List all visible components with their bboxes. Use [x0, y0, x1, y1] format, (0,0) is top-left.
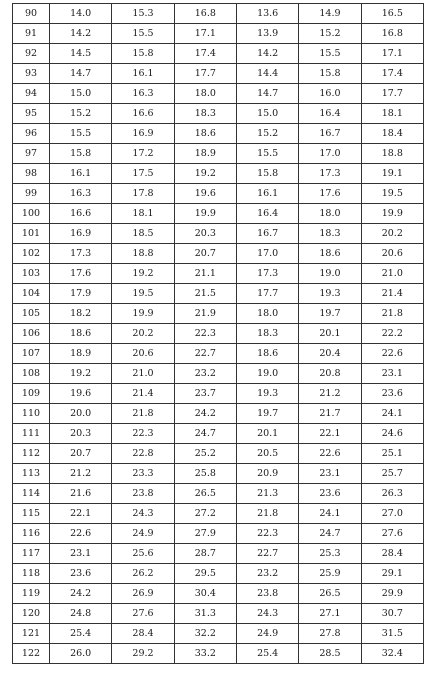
table-cell: 18.0 [299, 204, 361, 224]
table-cell: 23.2 [174, 364, 236, 384]
table-cell: 18.6 [50, 324, 112, 344]
table-cell: 21.4 [112, 384, 174, 404]
table-cell: 19.2 [174, 164, 236, 184]
table-cell: 19.0 [299, 264, 361, 284]
table-row [13, 544, 424, 564]
table-cell: 15.8 [50, 144, 112, 164]
table-row [13, 504, 424, 524]
table-cell: 17.4 [361, 64, 423, 84]
row-label-cell: 94 [13, 84, 50, 104]
table-cell: 16.9 [112, 124, 174, 144]
row-label-cell: 117 [13, 544, 50, 564]
table-cell: 17.1 [174, 24, 236, 44]
table-cell: 18.0 [174, 84, 236, 104]
table-cell: 17.4 [174, 44, 236, 64]
table-cell: 21.1 [174, 264, 236, 284]
table-cell: 14.2 [236, 44, 298, 64]
table-row [13, 24, 424, 44]
row-label-cell: 115 [13, 504, 50, 524]
table-cell: 18.9 [50, 344, 112, 364]
table-cell: 17.1 [361, 44, 423, 64]
table-cell: 25.4 [236, 644, 298, 664]
table-cell: 20.4 [299, 344, 361, 364]
table-cell: 16.3 [112, 84, 174, 104]
row-label-cell: 114 [13, 484, 50, 504]
table-cell: 21.9 [174, 304, 236, 324]
table-cell: 14.0 [50, 4, 112, 24]
table-cell: 24.3 [236, 604, 298, 624]
row-label-cell: 121 [13, 624, 50, 644]
table-cell: 22.6 [50, 524, 112, 544]
table-cell: 26.3 [361, 484, 423, 504]
row-label-cell: 106 [13, 324, 50, 344]
table-cell: 21.2 [299, 384, 361, 404]
table-cell: 17.2 [112, 144, 174, 164]
row-label-cell: 101 [13, 224, 50, 244]
table-cell: 19.5 [112, 284, 174, 304]
table-cell: 14.7 [236, 84, 298, 104]
table-cell: 18.6 [299, 244, 361, 264]
table-cell: 18.9 [174, 144, 236, 164]
table-cell: 23.1 [361, 364, 423, 384]
table-cell: 16.6 [112, 104, 174, 124]
table-cell: 20.2 [112, 324, 174, 344]
table-cell: 20.1 [299, 324, 361, 344]
table-cell: 18.0 [236, 304, 298, 324]
row-label-cell: 104 [13, 284, 50, 304]
table-cell: 22.6 [299, 444, 361, 464]
table-cell: 21.8 [112, 404, 174, 424]
table-cell: 22.1 [50, 504, 112, 524]
table-cell: 15.2 [50, 104, 112, 124]
table-row [13, 624, 424, 644]
table-row [13, 564, 424, 584]
table-row [13, 364, 424, 384]
table-cell: 17.6 [50, 264, 112, 284]
table-cell: 24.6 [361, 424, 423, 444]
table-row [13, 424, 424, 444]
table-cell: 20.0 [50, 404, 112, 424]
table-cell: 18.2 [50, 304, 112, 324]
table-row [13, 344, 424, 364]
table-cell: 25.7 [361, 464, 423, 484]
table-cell: 19.0 [236, 364, 298, 384]
table-cell: 24.1 [361, 404, 423, 424]
table-cell: 18.4 [361, 124, 423, 144]
row-label-cell: 90 [13, 4, 50, 24]
table-row [13, 484, 424, 504]
table-row [13, 304, 424, 324]
table-cell: 27.1 [299, 604, 361, 624]
table-cell: 21.5 [174, 284, 236, 304]
table-cell: 23.1 [299, 464, 361, 484]
table-cell: 19.3 [236, 384, 298, 404]
table-cell: 22.6 [361, 344, 423, 364]
table-cell: 18.1 [361, 104, 423, 124]
table-cell: 25.6 [112, 544, 174, 564]
table-cell: 27.9 [174, 524, 236, 544]
table-cell: 16.1 [112, 64, 174, 84]
table-cell: 23.6 [50, 564, 112, 584]
table-cell: 15.8 [112, 44, 174, 64]
table-cell: 22.7 [236, 544, 298, 564]
table-row [13, 384, 424, 404]
table-cell: 22.1 [299, 424, 361, 444]
table-cell: 15.0 [236, 104, 298, 124]
row-label-cell: 93 [13, 64, 50, 84]
table-cell: 17.5 [112, 164, 174, 184]
row-label-cell: 92 [13, 44, 50, 64]
table-cell: 28.7 [174, 544, 236, 564]
row-label-cell: 109 [13, 384, 50, 404]
table-cell: 27.8 [299, 624, 361, 644]
table-cell: 21.4 [361, 284, 423, 304]
table-cell: 19.9 [361, 204, 423, 224]
table-row [13, 444, 424, 464]
table-cell: 24.7 [299, 524, 361, 544]
table-cell: 22.2 [361, 324, 423, 344]
table-row [13, 584, 424, 604]
table-cell: 15.8 [236, 164, 298, 184]
table-cell: 19.9 [112, 304, 174, 324]
table-cell: 23.8 [112, 484, 174, 504]
table-cell: 13.9 [236, 24, 298, 44]
table-cell: 20.1 [236, 424, 298, 444]
table-cell: 27.6 [112, 604, 174, 624]
table-cell: 15.3 [112, 4, 174, 24]
table-row [13, 204, 424, 224]
table-cell: 18.1 [112, 204, 174, 224]
table-cell: 19.6 [174, 184, 236, 204]
table-cell: 14.2 [50, 24, 112, 44]
table-row [13, 144, 424, 164]
table-cell: 26.9 [112, 584, 174, 604]
table-row [13, 324, 424, 344]
table-cell: 20.8 [299, 364, 361, 384]
table-cell: 23.1 [50, 544, 112, 564]
table-cell: 19.7 [299, 304, 361, 324]
table-cell: 22.3 [174, 324, 236, 344]
table-cell: 20.7 [174, 244, 236, 264]
table-cell: 17.7 [174, 64, 236, 84]
table-cell: 21.7 [299, 404, 361, 424]
table-cell: 24.9 [236, 624, 298, 644]
table-cell: 15.5 [299, 44, 361, 64]
row-label-cell: 105 [13, 304, 50, 324]
table-cell: 21.2 [50, 464, 112, 484]
table-cell: 20.6 [361, 244, 423, 264]
table-cell: 14.5 [50, 44, 112, 64]
table-cell: 17.0 [236, 244, 298, 264]
table-row [13, 4, 424, 24]
row-label-cell: 122 [13, 644, 50, 664]
table-cell: 17.3 [50, 244, 112, 264]
table-cell: 19.3 [299, 284, 361, 304]
table-cell: 19.2 [112, 264, 174, 284]
table-cell: 27.6 [361, 524, 423, 544]
table-row [13, 184, 424, 204]
table-cell: 20.2 [361, 224, 423, 244]
table-cell: 14.7 [50, 64, 112, 84]
row-label-cell: 97 [13, 144, 50, 164]
table-cell: 15.5 [112, 24, 174, 44]
table-cell: 26.2 [112, 564, 174, 584]
table-cell: 32.4 [361, 644, 423, 664]
row-label-cell: 116 [13, 524, 50, 544]
row-label-cell: 91 [13, 24, 50, 44]
table-row [13, 524, 424, 544]
data-table [12, 3, 424, 664]
table-row [13, 604, 424, 624]
table-cell: 22.7 [174, 344, 236, 364]
table-cell: 25.4 [50, 624, 112, 644]
table-cell: 19.7 [236, 404, 298, 424]
table-cell: 17.8 [112, 184, 174, 204]
table-cell: 18.6 [236, 344, 298, 364]
table-cell: 21.3 [236, 484, 298, 504]
table-cell: 24.2 [174, 404, 236, 424]
table-cell: 19.1 [361, 164, 423, 184]
table-cell: 17.0 [299, 144, 361, 164]
row-label-cell: 110 [13, 404, 50, 424]
row-label-cell: 99 [13, 184, 50, 204]
table-cell: 16.3 [50, 184, 112, 204]
table-row [13, 244, 424, 264]
table-cell: 16.4 [236, 204, 298, 224]
table-cell: 24.1 [299, 504, 361, 524]
table-cell: 20.3 [50, 424, 112, 444]
row-label-cell: 98 [13, 164, 50, 184]
table-cell: 15.5 [236, 144, 298, 164]
table-cell: 27.2 [174, 504, 236, 524]
table-row [13, 84, 424, 104]
table-row [13, 404, 424, 424]
table-cell: 18.3 [299, 224, 361, 244]
table-cell: 29.9 [361, 584, 423, 604]
table-cell: 21.6 [50, 484, 112, 504]
table-cell: 25.9 [299, 564, 361, 584]
table-cell: 16.6 [50, 204, 112, 224]
row-label-cell: 102 [13, 244, 50, 264]
table-cell: 25.1 [361, 444, 423, 464]
table-row [13, 164, 424, 184]
table-cell: 19.2 [50, 364, 112, 384]
table-row [13, 124, 424, 144]
table-cell: 24.3 [112, 504, 174, 524]
row-label-cell: 103 [13, 264, 50, 284]
row-label-cell: 120 [13, 604, 50, 624]
table-cell: 31.3 [174, 604, 236, 624]
table-cell: 15.5 [50, 124, 112, 144]
table-cell: 17.7 [236, 284, 298, 304]
table-cell: 20.9 [236, 464, 298, 484]
table-cell: 19.5 [361, 184, 423, 204]
table-cell: 17.6 [299, 184, 361, 204]
table-cell: 23.6 [299, 484, 361, 504]
table-cell: 19.9 [174, 204, 236, 224]
table-cell: 17.3 [236, 264, 298, 284]
row-label-cell: 118 [13, 564, 50, 584]
table-cell: 16.8 [361, 24, 423, 44]
table-cell: 24.7 [174, 424, 236, 444]
table-row [13, 44, 424, 64]
table-cell: 13.6 [236, 4, 298, 24]
table-cell: 28.4 [112, 624, 174, 644]
table-cell: 14.4 [236, 64, 298, 84]
table-cell: 21.0 [361, 264, 423, 284]
row-label-cell: 96 [13, 124, 50, 144]
table-cell: 18.3 [236, 324, 298, 344]
table-cell: 26.5 [299, 584, 361, 604]
data-table-container [12, 3, 423, 664]
table-row [13, 64, 424, 84]
table-cell: 23.7 [174, 384, 236, 404]
table-cell: 16.4 [299, 104, 361, 124]
table-cell: 23.8 [236, 584, 298, 604]
row-label-cell: 119 [13, 584, 50, 604]
table-cell: 24.8 [50, 604, 112, 624]
table-row [13, 264, 424, 284]
table-cell: 23.2 [236, 564, 298, 584]
table-cell: 22.3 [236, 524, 298, 544]
table-cell: 26.5 [174, 484, 236, 504]
table-cell: 23.3 [112, 464, 174, 484]
table-cell: 16.8 [174, 4, 236, 24]
table-row [13, 224, 424, 244]
table-cell: 24.2 [50, 584, 112, 604]
table-cell: 23.6 [361, 384, 423, 404]
table-row [13, 644, 424, 664]
table-cell: 25.8 [174, 464, 236, 484]
table-cell: 29.5 [174, 564, 236, 584]
row-label-cell: 100 [13, 204, 50, 224]
table-cell: 15.2 [236, 124, 298, 144]
table-cell: 18.6 [174, 124, 236, 144]
table-cell: 15.0 [50, 84, 112, 104]
table-cell: 21.8 [361, 304, 423, 324]
table-cell: 17.9 [50, 284, 112, 304]
table-cell: 25.2 [174, 444, 236, 464]
table-cell: 20.6 [112, 344, 174, 364]
table-cell: 18.5 [112, 224, 174, 244]
table-cell: 15.2 [299, 24, 361, 44]
table-cell: 16.1 [50, 164, 112, 184]
table-cell: 16.7 [299, 124, 361, 144]
table-row [13, 464, 424, 484]
row-label-cell: 112 [13, 444, 50, 464]
table-cell: 17.3 [299, 164, 361, 184]
table-cell: 32.2 [174, 624, 236, 644]
table-cell: 33.2 [174, 644, 236, 664]
row-label-cell: 95 [13, 104, 50, 124]
table-cell: 27.0 [361, 504, 423, 524]
table-cell: 22.3 [112, 424, 174, 444]
table-cell: 30.7 [361, 604, 423, 624]
table-cell: 29.1 [361, 564, 423, 584]
table-cell: 29.2 [112, 644, 174, 664]
row-label-cell: 107 [13, 344, 50, 364]
table-cell: 21.8 [236, 504, 298, 524]
table-cell: 15.8 [299, 64, 361, 84]
table-cell: 14.9 [299, 4, 361, 24]
table-cell: 19.6 [50, 384, 112, 404]
row-label-cell: 111 [13, 424, 50, 444]
table-cell: 17.7 [361, 84, 423, 104]
table-cell: 21.0 [112, 364, 174, 384]
table-cell: 20.3 [174, 224, 236, 244]
table-cell: 26.0 [50, 644, 112, 664]
table-cell: 16.5 [361, 4, 423, 24]
table-cell: 30.4 [174, 584, 236, 604]
table-cell: 16.0 [299, 84, 361, 104]
row-label-cell: 108 [13, 364, 50, 384]
table-cell: 22.8 [112, 444, 174, 464]
table-cell: 18.8 [361, 144, 423, 164]
table-cell: 25.3 [299, 544, 361, 564]
table-cell: 18.3 [174, 104, 236, 124]
table-row [13, 284, 424, 304]
table-cell: 31.5 [361, 624, 423, 644]
table-cell: 20.5 [236, 444, 298, 464]
table-cell: 24.9 [112, 524, 174, 544]
row-label-cell: 113 [13, 464, 50, 484]
table-cell: 16.1 [236, 184, 298, 204]
table-cell: 16.7 [236, 224, 298, 244]
table-cell: 18.8 [112, 244, 174, 264]
table-cell: 28.4 [361, 544, 423, 564]
table-row [13, 104, 424, 124]
table-cell: 16.9 [50, 224, 112, 244]
table-cell: 28.5 [299, 644, 361, 664]
data-table-body [13, 4, 424, 664]
table-cell: 20.7 [50, 444, 112, 464]
